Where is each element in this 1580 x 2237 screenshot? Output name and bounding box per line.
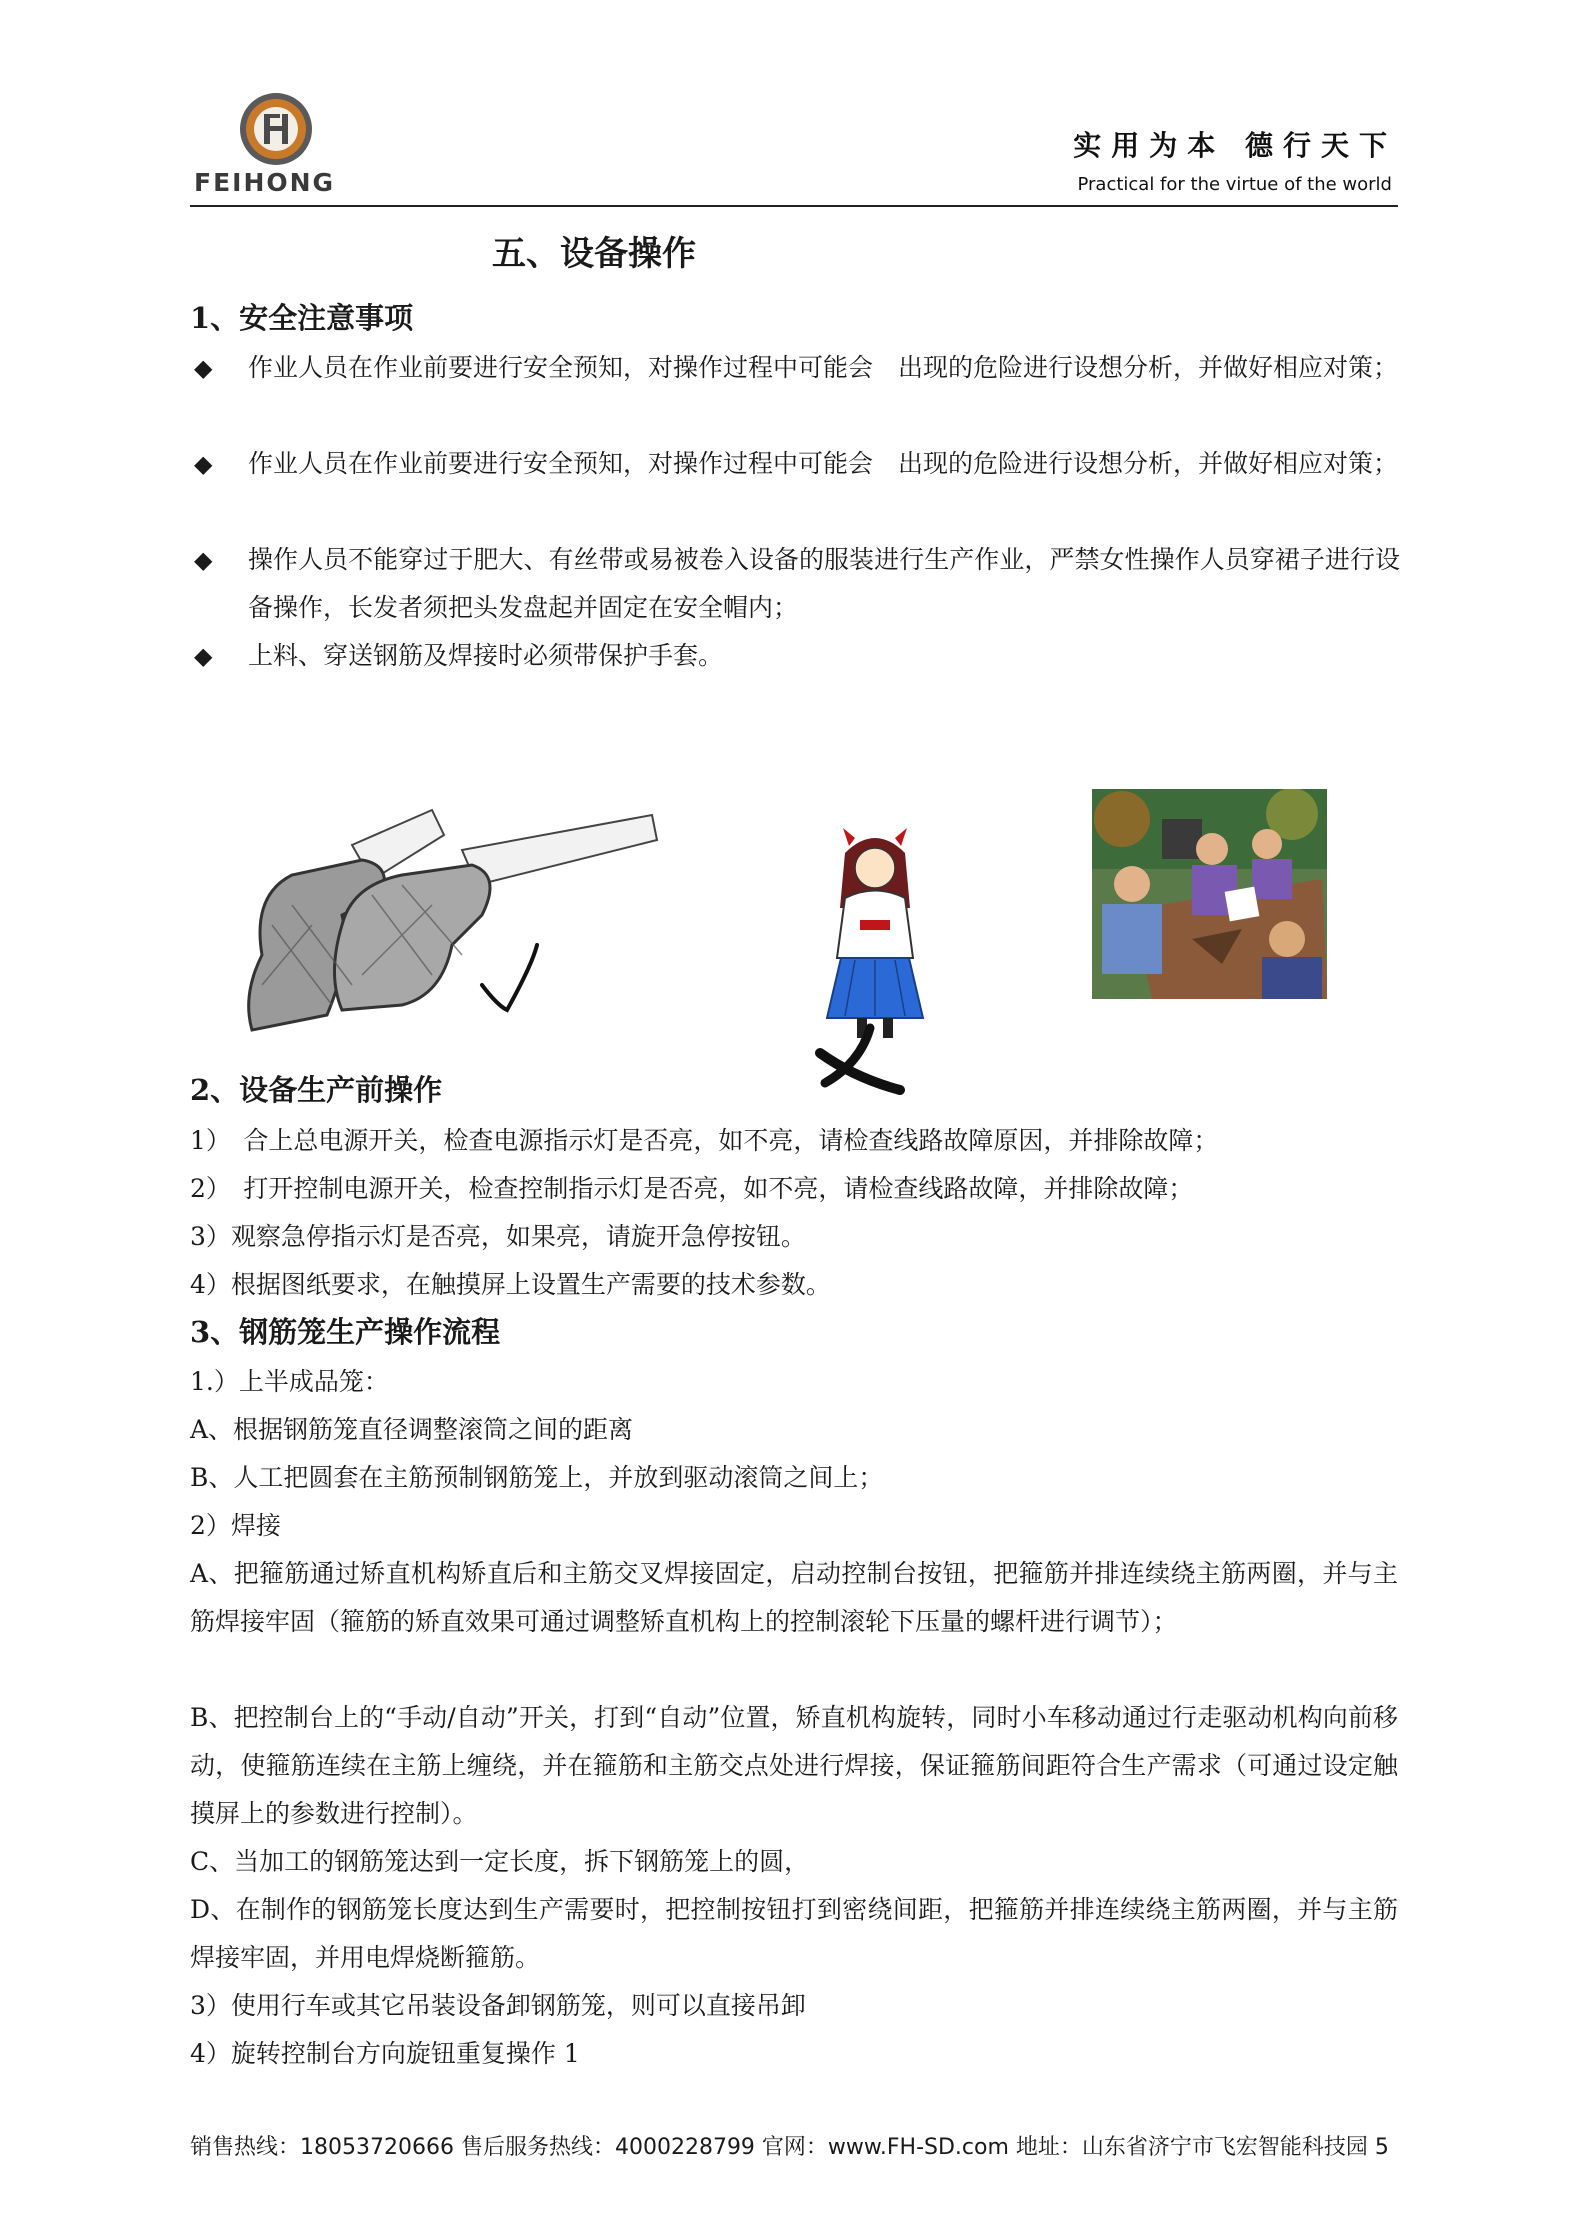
diamond-bullet-icon: ◆	[194, 546, 213, 574]
page-title: 五、设备操作	[492, 234, 696, 274]
prep-step-4: 4）根据图纸要求，在触摸屏上设置生产需要的技术参数。	[190, 1270, 831, 1299]
flow-step2-d: D、在制作的钢筋笼长度达到生产需要时，把控制按钮打到密绕间距，把箍筋并排连续绕主筋两圈，并与主筋焊接牢固，并用电焊烧断箍筋。	[190, 1895, 1398, 1972]
girl-skirt-cross-icon	[805, 828, 945, 1098]
safety-bullet-1: ◆ 作业人员在作业前要进行安全预知，对操作过程中可能会 出现的危险进行设想分析，并做好相应对策；	[190, 344, 1400, 440]
flow-step2-b: B、把控制台上的“手动/自动”开关，打到“自动”位置，矫直机构旋转，同时小车移动通过行走驱动机构向前移动，使箍筋连续在主筋上缠绕，并在箍筋和主筋交点处进行焊接，保证箍筋间距符合生产需求（可通过设定触摸屏上的参数进行控制）。	[190, 1703, 1398, 1828]
slogan-chinese: 实用为本 德行天下	[1073, 129, 1397, 162]
safety-bullet-3: ◆ 操作人员不能穿过于肥大、有丝带或易被卷入设备的服装进行生产作业，严禁女性操作人员穿裙子进行设备操作，长发者须把头发盘起并固定在安全帽内；	[190, 536, 1400, 632]
prep-step-2: 2） 打开控制电源开关，检查控制指示灯是否亮，如不亮，请检查线路故障，并排除故障；	[190, 1174, 1194, 1203]
flow-step1-b: B、人工把圆套在主筋预制钢筋笼上，并放到驱动滚筒之间上；	[190, 1463, 884, 1492]
flow-step2-title: 2）焊接	[190, 1511, 281, 1540]
feihong-logo-icon	[194, 92, 364, 172]
gloves-check-icon	[232, 805, 672, 1045]
safety-bullet-2: ◆ 作业人员在作业前要进行安全预知，对操作过程中可能会 出现的危险进行设想分析，并做好相应对策；	[190, 440, 1400, 536]
section3-heading: 3、钢筋笼生产操作流程	[190, 1315, 501, 1349]
flow-step2-c: C、当加工的钢筋笼达到一定长度，拆下钢筋笼上的圆，	[190, 1847, 810, 1876]
flow-step3: 3）使用行车或其它吊装设备卸钢筋笼，则可以直接吊卸	[190, 1991, 806, 2020]
section1-heading: 1、安全注意事项	[190, 301, 414, 335]
flow-step4: 4）旋转控制台方向旋钮重复操作 1	[190, 2039, 580, 2068]
diamond-bullet-icon: ◆	[194, 354, 213, 382]
flow-step2-a: A、把箍筋通过矫直机构矫直后和主筋交叉焊接固定，启动控制台按钮，把箍筋并排连续绕主筋两圈，并与主筋焊接牢固（箍筋的矫直效果可通过调整矫直机构上的控制滚轮下压量的螺杆进行调节）；	[190, 1559, 1398, 1636]
header-divider	[190, 205, 1398, 207]
flow-step1-title: 1.）上半成品笼：	[190, 1367, 389, 1396]
slogan-english: Practical for the virtue of the world	[1077, 174, 1392, 195]
prep-step-1: 1） 合上总电源开关，检查电源指示灯是否亮，如不亮，请检查线路故障原因，并排除故障；	[190, 1126, 1219, 1155]
diamond-bullet-icon: ◆	[194, 642, 213, 670]
brand-name: FEIHONG	[194, 168, 336, 197]
meeting-clipart-icon	[1092, 789, 1327, 999]
section2-heading: 2、设备生产前操作	[190, 1073, 443, 1107]
flow-step1-a: A、根据钢筋笼直径调整滚筒之间的距离	[190, 1415, 634, 1444]
safety-bullet-4: ◆ 上料、穿送钢筋及焊接时必须带保护手套。	[190, 632, 1400, 680]
footer-contact: 销售热线：18053720666 售后服务热线：4000228799 官网：www.FH-SD.com 地址：山东省济宁市飞宏智能科技园 5	[190, 2135, 1389, 2160]
prep-step-3: 3）观察急停指示灯是否亮，如果亮，请旋开急停按钮。	[190, 1222, 806, 1251]
diamond-bullet-icon: ◆	[194, 450, 213, 478]
